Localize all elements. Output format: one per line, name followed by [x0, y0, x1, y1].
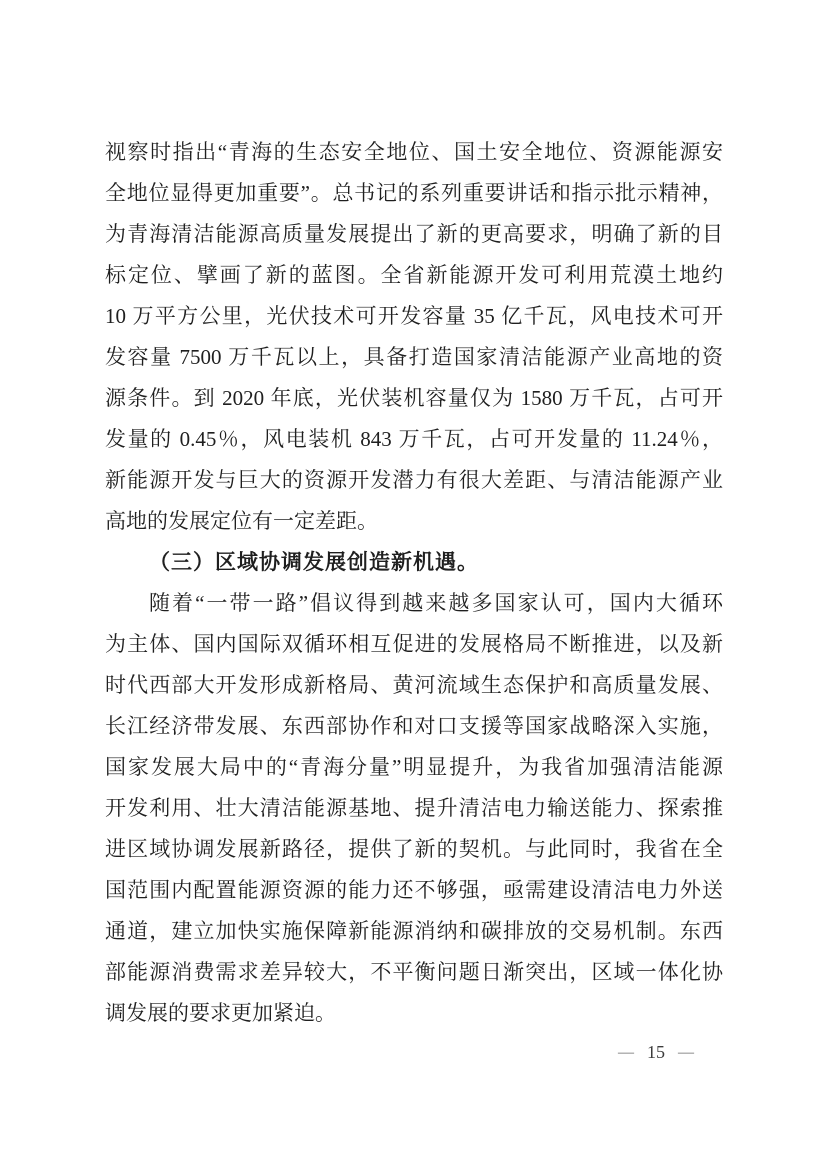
text-line: 源条件。到 2020 年底，光伏装机容量仅为 1580 万千瓦，占可开 — [105, 386, 723, 410]
text-line: 时代西部大开发形成新格局、黄河流域生态保护和高质量发展、 — [105, 673, 723, 697]
section-heading: （三）区域协调发展创造新机遇。 — [149, 550, 479, 574]
text-line: 为主体、国内国际双循环相互促进的发展格局不断推进，以及新 — [105, 632, 723, 656]
text-line: 标定位、擘画了新的蓝图。全省新能源开发可利用荒漠土地约 — [105, 263, 723, 287]
text-line: 全地位显得更加重要”。总书记的系列重要讲话和指示批示精神， — [105, 181, 723, 205]
text-line: 通道，建立加快实施保障新能源消纳和碳排放的交易机制。东西 — [105, 919, 723, 943]
text-line: 发容量 7500 万千瓦以上，具备打造国家清洁能源产业高地的资 — [105, 345, 723, 369]
text-line: 视察时指出“青海的生态安全地位、国土安全地位、资源能源安 — [105, 140, 723, 164]
text-line: 新能源开发与巨大的资源开发潜力有很大差距、与清洁能源产业 — [105, 468, 723, 492]
text-line: 10 万平方公里，光伏技术可开发容量 35 亿千瓦，风电技术可开 — [105, 304, 723, 328]
text-line: 国家发展大局中的“青海分量”明显提升，为我省加强清洁能源 — [105, 755, 723, 779]
text-line: 部能源消费需求差异较大，不平衡问题日渐突出，区域一体化协 — [105, 960, 723, 984]
text-line: 开发利用、壮大清洁能源基地、提升清洁电力输送能力、探索推 — [105, 796, 723, 820]
text-line: 高地的发展定位有一定差距。 — [105, 509, 378, 533]
page-number-dash-left: — — [618, 1043, 634, 1061]
text-line: 随着“一带一路”倡议得到越来越多国家认可，国内大循环 — [149, 591, 723, 615]
text-line: 长江经济带发展、东西部协作和对口支援等国家战略深入实施， — [105, 714, 723, 738]
text-line: 国范围内配置能源资源的能力还不够强，亟需建设清洁电力外送 — [105, 878, 723, 902]
document-body — [105, 132, 723, 1034]
text-line: 为青海清洁能源高质量发展提出了新的更高要求，明确了新的目 — [105, 222, 723, 246]
text-line: 调发展的要求更加紧迫。 — [105, 1001, 336, 1025]
page-footer — [606, 1042, 706, 1063]
page-number: 15 — [647, 1042, 665, 1062]
text-line: 进区域协调发展新路径，提供了新的契机。与此同时，我省在全 — [105, 837, 723, 861]
page-number-dash-right: — — [678, 1043, 694, 1061]
text-line: 发量的 0.45％，风电装机 843 万千瓦，占可开发量的 11.24％， — [105, 427, 723, 451]
